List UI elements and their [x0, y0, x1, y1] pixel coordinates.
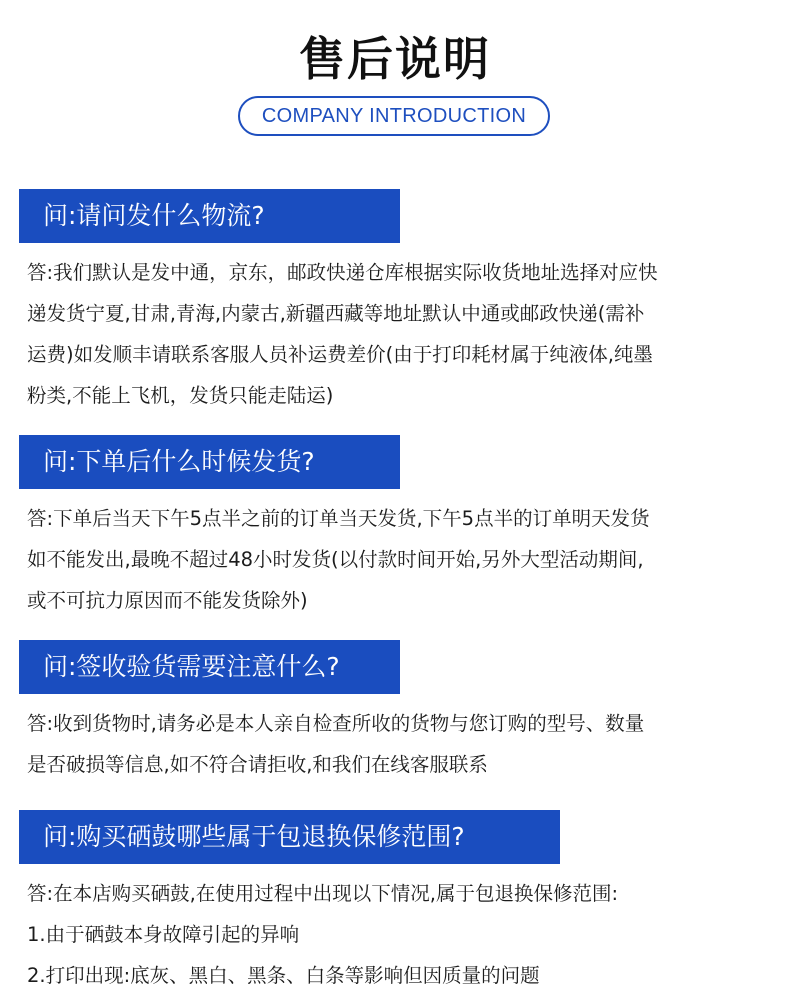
question-banner-inspection: 问:签收验货需要注意什么?: [19, 640, 400, 694]
answer-line: 是否破损等信息,如不符合请拒收,和我们在线客服联系: [27, 753, 488, 776]
answer-warranty: [27, 873, 772, 996]
page-title: 售后说明: [299, 32, 491, 86]
answer-line: 答:收到货物时,请务必是本人亲自检查所收的货物与您订购的型号、数量: [27, 712, 645, 735]
answer-line: 如不能发出,最晚不超过48小时发货(以付款时间开始,另外大型活动期间,: [27, 548, 644, 571]
answer-line: 答:下单后当天下午5点半之前的订单当天发货,下午5点半的订单明天发货: [27, 507, 650, 530]
answer-list-item: 2.打印出现:底灰、黑白、黑条、白条等影响但因质量的问题: [27, 964, 540, 987]
question-banner-shipping-time: 问:下单后什么时候发货?: [19, 435, 400, 489]
answer-line: 答:我们默认是发中通，京东，邮政快递仓库根据实际收货地址选择对应快: [27, 261, 658, 284]
answer-line: 粉类,不能上飞机，发货只能走陆运): [27, 384, 334, 407]
answer-line: 答:在本店购买硒鼓,在使用过程中出现以下情况,属于包退换保修范围:: [27, 882, 619, 905]
answer-logistics: [27, 252, 772, 416]
question-banner-logistics: 问:请问发什么物流?: [19, 189, 400, 243]
answer-shipping-time: [27, 498, 772, 621]
answer-list-item: 1.由于硒鼓本身故障引起的异响: [27, 923, 300, 946]
answer-line: 或不可抗力原因而不能发货除外): [27, 589, 308, 612]
question-banner-warranty: 问:购买硒鼓哪些属于包退换保修范围?: [19, 810, 560, 864]
answer-line: 递发货宁夏,甘肃,青海,内蒙古,新疆西藏等地址默认中通或邮政快递(需补: [27, 302, 645, 325]
answer-line: 运费)如发顺丰请联系客服人员补运费差价(由于打印耗材属于纯液体,纯墨: [27, 343, 653, 366]
answer-inspection: [27, 703, 772, 785]
company-introduction-badge: COMPANY INTRODUCTION: [238, 96, 550, 136]
